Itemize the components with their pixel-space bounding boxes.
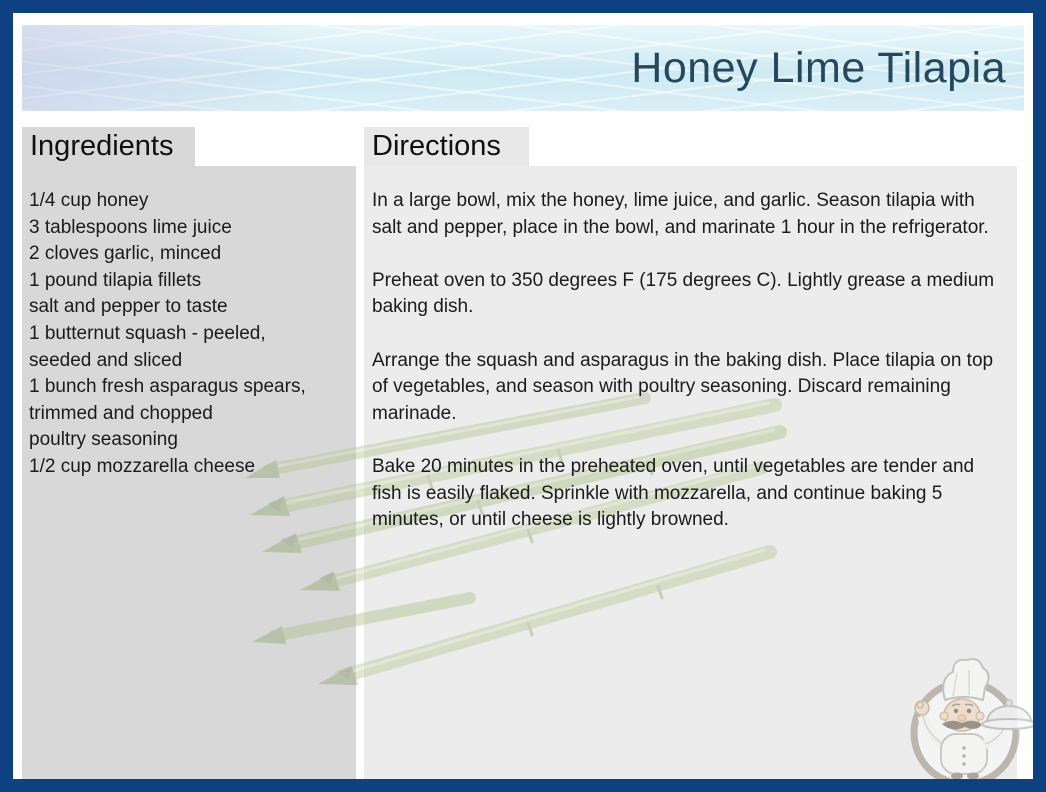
directions-paragraph: Preheat oven to 350 degrees F (175 degrees C). Lightly grease a medium baking dish. (372, 269, 995, 318)
ingredients-heading-box (22, 127, 195, 166)
directions-paragraph: Bake 20 minutes in the preheated oven, until vegetables are tender and fish is easily flaked. Sprinkle with mozzarella, and continue baking 5 minutes, or until cheese is lightly browned. (372, 455, 975, 531)
directions-text (364, 166, 1017, 534)
ingredient-item: 1 pound tilapia fillets (29, 269, 202, 291)
directions-panel (364, 166, 1017, 779)
directions-heading-box (364, 127, 529, 166)
ingredients-list (22, 166, 356, 481)
ingredient-item: 3 tablespoons lime juice (29, 216, 232, 238)
header-banner (22, 25, 1024, 111)
ingredient-item: 2 cloves garlic, minced (29, 243, 222, 265)
ingredients-panel (22, 166, 356, 779)
directions-paragraph: In a large bowl, mix the honey, lime juice, and garlic. Season tilapia with salt and pepper, place in the bowl, and marinate 1 hour in the refrigerator. (372, 190, 989, 238)
ingredient-item: 1 bunch fresh asparagus spears, trimmed and chopped (29, 376, 306, 424)
ingredients-heading: Ingredients (30, 130, 174, 162)
directions-paragraph: Arrange the squash and asparagus in the baking dish. Place tilapia on top of vegetables, and season with poultry seasoning. Discard remaining marinade. (372, 349, 994, 424)
ingredient-item: 1 butternut squash - peeled, seeded and sliced (29, 322, 266, 371)
directions-heading: Directions (372, 130, 501, 162)
ingredient-item: salt and pepper to taste (29, 296, 228, 318)
ingredient-item: 1/2 cup mozzarella cheese (29, 455, 256, 477)
ingredient-item: poultry seasoning (29, 429, 178, 451)
ingredient-item: 1/4 cup honey (29, 190, 149, 211)
page-title: Honey Lime Tilapia (631, 43, 1006, 92)
